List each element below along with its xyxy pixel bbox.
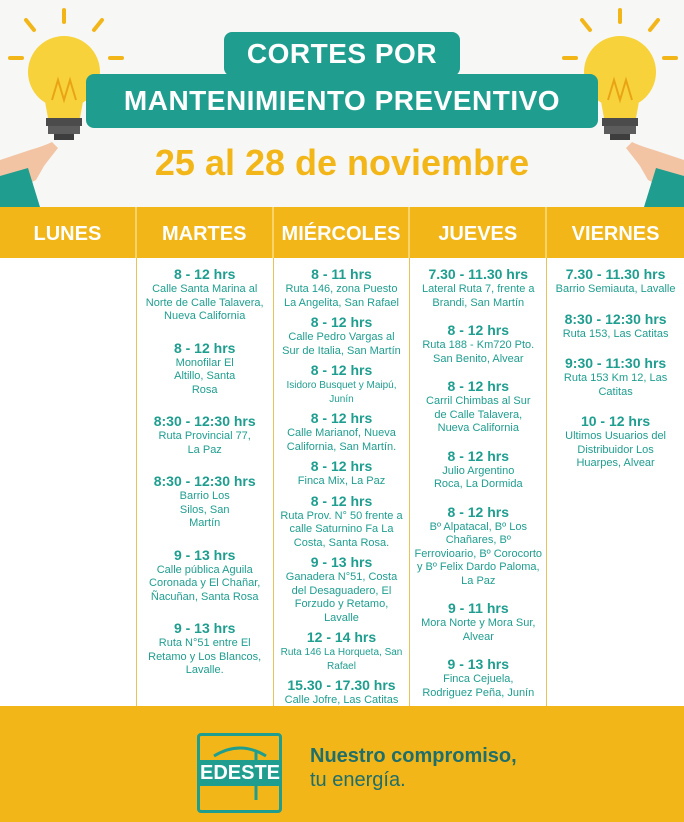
- schedule-entry: [278, 266, 406, 310]
- logo-text: EDESTE: [200, 762, 281, 784]
- entry-time: 7.30 - 11.30 hrs: [565, 266, 666, 282]
- entry-time: 8 - 12 hrs: [310, 492, 373, 509]
- footer: [0, 706, 684, 822]
- day-header-miercoles: MIÉRCOLES: [274, 207, 411, 258]
- entry-time: 15.30 - 17.30 hrs: [287, 677, 396, 693]
- column-miercoles: [274, 258, 411, 706]
- entry-time: 8 - 12 hrs: [447, 322, 510, 338]
- schedule-entry: [414, 448, 542, 492]
- schedule-entry: [414, 656, 542, 700]
- entry-place: Carril Chimbas al Sur de Calle Talavera, Nueva California: [426, 395, 531, 434]
- entry-place: Ruta 153 Km 12, Las Catitas: [563, 372, 668, 398]
- entry-place: Isidoro Busquet y Maipú, Junín: [286, 380, 397, 405]
- schedule-entry: [414, 322, 542, 366]
- entry-time: 7.30 - 11.30 hrs: [428, 266, 529, 282]
- entry-place: Ruta Provincial 77, La Paz: [158, 430, 251, 456]
- entry-place: Ruta 146 La Horqueta, San Rafael: [280, 647, 403, 672]
- entry-time: 9 - 11 hrs: [447, 600, 509, 616]
- slogan: [310, 744, 517, 792]
- slogan-regular: tu energía.: [310, 769, 406, 791]
- top-banner: [0, 0, 684, 207]
- entry-time: 8 - 12 hrs: [310, 410, 373, 426]
- entry-place: Calle Pedro Vargas al Sur de Italia, San Martín: [282, 331, 401, 357]
- schedule-entry: [141, 340, 269, 398]
- entry-time: 9:30 - 11:30 hrs: [565, 355, 667, 371]
- entry-time: 8 - 12 hrs: [310, 362, 373, 378]
- date-range: 25 al 28 de noviembre: [154, 142, 530, 183]
- entry-time: 8 - 12 hrs: [447, 447, 510, 464]
- days-header: [0, 207, 684, 258]
- schedule-entry: [278, 493, 406, 551]
- entry-place: Monofilar El Altillo, Santa Rosa: [174, 356, 236, 396]
- column-jueves: [410, 258, 547, 706]
- schedule-entry: [414, 504, 542, 589]
- schedule-entry: [141, 620, 269, 678]
- schedule-entry: [278, 458, 406, 489]
- entry-place: Calle Jofre, Las Catitas: [284, 694, 399, 706]
- schedule-entry: [278, 314, 406, 358]
- entry-time: 8 - 12 hrs: [173, 339, 236, 356]
- schedule-entry: [278, 554, 406, 625]
- edeste-logo: [197, 733, 282, 813]
- schedule-entry: [278, 677, 406, 708]
- schedule-table: [0, 258, 684, 706]
- entry-place: Julio Argentino Roca, La Dormida: [433, 464, 523, 490]
- schedule-entry: [141, 266, 269, 324]
- entry-time: 8 - 11 hrs: [311, 266, 372, 282]
- entry-place: Calle pública Aguila Coronada y El Chañar, Ñacuñan, Santa Rosa: [149, 563, 261, 603]
- entry-time: 8:30 - 12:30 hrs: [153, 413, 256, 429]
- entry-place: Finca Mix, La Paz: [297, 475, 386, 487]
- entry-time: 9 - 13 hrs: [310, 554, 373, 570]
- column-viernes: [547, 258, 684, 706]
- schedule-entry: [414, 378, 542, 436]
- schedule-entry: [551, 413, 680, 471]
- schedule-entry: [414, 266, 542, 310]
- entry-time: 9 - 13 hrs: [447, 656, 510, 672]
- schedule-entry: [278, 410, 406, 454]
- entry-place: Mora Norte y Mora Sur, Alvear: [421, 617, 536, 643]
- slogan-bold: Nuestro compromiso,: [310, 745, 517, 767]
- day-header-viernes: VIERNES: [571, 223, 660, 245]
- entry-place: Barrio Los Silos, San Martín: [179, 490, 230, 529]
- entry-place: Ganadera N°51, Costa del Desaguadero, El Forzudo y Retamo, Lavalle: [285, 571, 398, 624]
- entry-place: Ultimos Usuarios del Distribuidor Los Huarpes, Alvear: [565, 430, 667, 469]
- entry-place: Ruta 153, Las Catitas: [562, 327, 669, 340]
- title-line-1: CORTES POR: [224, 32, 460, 76]
- entry-time: 8 - 12 hrs: [447, 378, 510, 394]
- entry-time: 8:30 - 12:30 hrs: [564, 310, 667, 327]
- title-line-2: MANTENIMIENTO PREVENTIVO: [86, 74, 598, 128]
- schedule-entry: [141, 473, 269, 531]
- entry-place: Ruta 146, zona Puesto La Angelita, San Rafael: [284, 283, 399, 309]
- day-header-lunes: LUNES: [0, 207, 137, 258]
- schedule-entry: [414, 600, 542, 644]
- entry-time: 9 - 13 hrs: [173, 620, 236, 636]
- day-header-jueves: JUEVES: [410, 207, 547, 258]
- entry-time: 8 - 12 hrs: [310, 458, 373, 474]
- title-block: [86, 32, 598, 128]
- schedule-entry: [278, 629, 406, 673]
- schedule-entry: [278, 362, 406, 406]
- entry-place: Finca Cejuela, Rodriguez Peña, Junín: [422, 673, 535, 699]
- entry-time: 8 - 12 hrs: [173, 266, 236, 282]
- entry-place: Bº Alpatacal, Bº Los Chañares, Bº Ferrovioario, Bº Corocorto y Bº Felix Dardo Paloma, La Paz: [414, 520, 543, 587]
- entry-place: Barrio Semiauta, Lavalle: [555, 283, 676, 295]
- schedule-entry: [551, 311, 680, 342]
- entry-place: Ruta Prov. N° 50 frente a calle Saturnino Fa La Costa, Santa Rosa.: [280, 509, 403, 549]
- entry-place: Lateral Ruta 7, frente a Brandi, San Martín: [422, 283, 535, 309]
- entry-time: 9 - 13 hrs: [173, 546, 236, 563]
- entry-place: Calle Santa Marina al Norte de Calle Talavera, Nueva California: [145, 283, 264, 322]
- entry-time: 12 - 14 hrs: [306, 629, 377, 645]
- column-martes: [137, 258, 274, 706]
- entry-place: Calle Marianof, Nueva California, San Martín.: [286, 427, 397, 453]
- entry-time: 8 - 12 hrs: [447, 503, 510, 520]
- day-header-martes: MARTES: [137, 207, 274, 258]
- entry-time: 8:30 - 12:30 hrs: [153, 473, 256, 489]
- schedule-entry: [551, 266, 680, 297]
- schedule-entry: [141, 413, 269, 457]
- entry-place: Ruta N°51 entre El Retamo y Los Blancos, Lavalle.: [148, 637, 262, 676]
- entry-time: 10 - 12 hrs: [580, 413, 651, 429]
- entry-place: Ruta 188 - Km720 Pto. San Benito, Alvear: [422, 339, 535, 365]
- column-lunes: [0, 258, 137, 706]
- schedule-entry: [551, 355, 680, 399]
- schedule-entry: [141, 547, 269, 605]
- entry-time: 8 - 12 hrs: [310, 314, 373, 330]
